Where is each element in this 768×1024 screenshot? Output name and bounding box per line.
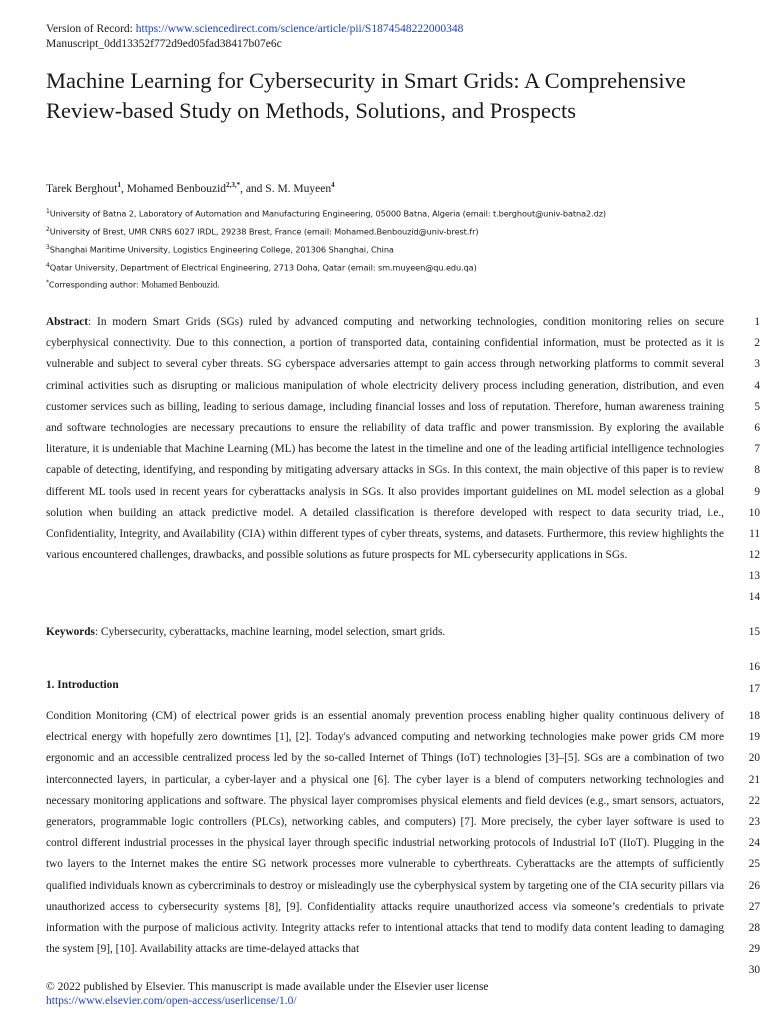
affiliation-line: [46, 206, 606, 220]
author-affiliation-marker: 1: [117, 181, 121, 189]
abstract-text: : In modern Smart Grids (SGs) ruled by advanced computing and networking technologies, condition monitoring relies on secure cyberphysical connectivity. Due to this connection, a portion of transported data, containing confidential information, must be protected as it is vulnerable and subject to several cyber threats. SG cyberspace adversaries attempt to gain access through networking platforms to commit several criminal activities such as disrupting or malicious manipulation of whole electricity delivery process including generation, distribution, and even customer services such as billing, leading to serious damage, including financial losses and loss of reputation. Therefore, human awareness training and software technologies are necessary precautions to ensure the reliability of data traffic and power transmission. By exploring the available literature, it is undeniable that Machine Learning (ML) has become the latest in the timeline and one of the leading artificial intelligence technologies capable of detecting, identifying, and responding by mitigating adversary attacks in SGs. In this context, the main objective of this paper is to review different ML tools used in recent years for cyberattacks analysis in SGs. It also provides important guidelines on ML model selection as a global solution when building an attack predictive model. A detailed classification is therefore developed with respect to data security triad, i.e., Confidentiality, Integrity, and Availability (CIA) within different types of cyber threats, systems, and datasets. Furthermore, this review highlights the various encountered challenges, drawbacks, and possible solutions as future prospects for ML cybersecurity applications in SGs.: [46, 316, 724, 562]
line-number: 1: [754, 316, 760, 328]
line-number: 24: [748, 837, 760, 850]
affiliation-text: University of Batna 2, Laboratory of Automation and Manufacturing Engineering, 05000 Batna, Algeria (email: t.berghout@univ-batna2.dz): [49, 208, 607, 219]
line-number: 26: [748, 879, 760, 892]
affiliation-text: Qatar University, Department of Electrical Engineering, 2713 Doha, Qatar (email: sm.muyeen@qu.edu.qa): [49, 262, 477, 273]
line-number: 10: [748, 506, 760, 519]
affiliation-marker: 1: [46, 208, 50, 215]
section-heading: 1. Introduction: [46, 679, 119, 691]
introduction-line-numbers: [730, 706, 760, 981]
line-number: 4: [754, 379, 760, 392]
keywords-paragraph: [46, 622, 724, 643]
line-number: 2: [754, 337, 760, 350]
line-number: 11: [749, 527, 760, 540]
corresponding-label: Corresponding author:: [48, 279, 142, 290]
author-affiliation-marker: 4: [331, 181, 335, 189]
line-number: 16: [748, 661, 760, 674]
line-number: 27: [748, 900, 760, 913]
line-number: 22: [748, 794, 760, 807]
corresponding-author-line: [46, 277, 219, 291]
abstract-label: Abstract: [46, 316, 89, 328]
corresponding-marker: *: [46, 279, 49, 286]
author-separator: ,: [120, 182, 127, 195]
affiliation-text: University of Brest, UMR CNRS 6027 IRDL, 29238 Brest, France (email: Mohamed.Benbouzid@univ-brest.fr): [49, 226, 479, 237]
affiliation-marker: 2: [46, 226, 50, 233]
author-affiliation-marker: 2,3,*: [226, 181, 241, 189]
line-number: 21: [748, 773, 760, 786]
introduction-paragraph: Condition Monitoring (CM) of electrical power grids is an essential anomaly prevention process enabling higher quality continuous delivery of electrical energy with hopefully zero downtimes [1], [2]. Today's advanced computing and networking technologies make power grids CM more ergonomic and an accessible centralized process led by the so-called Internet of Things (IoT) technologies [3]–[5]. SGs are a combination of two interconnected layers, in particular, a cyber-layer and a physical one [6]. The cyber layer is a blend of computers networking technologies and necessary monitoring applications and software. The physical layer compromises physical elements and field devices (e.g., smart sensors, actuators, generators, programmable logic controllers (PLCs), networking cables, and computers) [7]. More precisely, the cyber layer software is used to control different industrial processes in the physical layer through specific industrial networking protocols of Industrial IoT (IIoT). Plugging in the two layers to the Internet makes the entire SG network processes more vulnerable to cyberthreats. Cyberattacks are the attempts of sufficiently qualified individuals known as cybercriminals to destroy or misleadingly use the cyberphysical system by targeting one of the CIA security pillars via unauthorized access to cybersecurity systems [8], [9]. Confidentiality attacks require unauthorized access via someone’s credentials to private information with the purpose of malicious activity. Integrity attacks refer to intentional attacks that tend to modify data content leading to damaging the system [9], [10]. Availability attacks are time-delayed attacks that: [46, 710, 724, 956]
line-number: 17: [748, 683, 760, 695]
keywords-label: Keywords: [46, 626, 95, 638]
line-number-spacer: [730, 643, 760, 657]
paper-title: Machine Learning for Cybersecurity in Smart Grids: A Comprehensive Review-based Study on Methods, Solutions, and Prospects: [46, 68, 686, 123]
author-separator: , and: [240, 182, 266, 195]
line-number: 3: [754, 358, 760, 371]
line-number: 5: [754, 400, 760, 413]
affiliation-text: Shanghai Maritime University, Logistics Engineering College, 201306 Shanghai, China: [49, 244, 394, 255]
affiliation-line: [46, 260, 477, 274]
line-number: 13: [748, 570, 760, 583]
line-number: 29: [748, 943, 760, 956]
line-number: 23: [748, 815, 760, 828]
line-number: 14: [748, 591, 760, 604]
line-number: 15: [748, 626, 760, 638]
version-of-record-link[interactable]: https://www.sciencedirect.com/science/article/pii/S1874548222000348: [135, 23, 464, 35]
license-link[interactable]: https://www.elsevier.com/open-access/userlicense/1.0/: [46, 995, 297, 1007]
line-number: 25: [748, 858, 760, 871]
abstract-paragraph: [46, 312, 724, 566]
line-number: 7: [754, 443, 760, 456]
line-number: 9: [754, 485, 760, 498]
line-number: 18: [748, 710, 760, 722]
author-name: Tarek Berghout: [46, 182, 118, 195]
author-list: [46, 177, 335, 197]
abstract-line-numbers: [730, 312, 760, 609]
version-of-record-line: [46, 22, 463, 36]
line-number: 20: [748, 752, 760, 765]
corresponding-name: Mohamed Benbouzid.: [141, 279, 220, 290]
keywords-line-numbers: [730, 622, 760, 678]
author-name: Mohamed Benbouzid: [126, 182, 227, 195]
affiliation-marker: 4: [46, 262, 50, 269]
line-number: 12: [748, 549, 760, 562]
affiliation-line: [46, 224, 478, 238]
line-number: 28: [748, 921, 760, 934]
line-number: 30: [748, 964, 760, 977]
affiliation-marker: 3: [46, 244, 50, 251]
affiliation-line: [46, 242, 394, 256]
keywords-text: : Cybersecurity, cyberattacks, machine learning, model selection, smart grids.: [94, 626, 446, 638]
heading-line-number: [730, 679, 760, 700]
license-link-line: [46, 994, 297, 1008]
copyright-notice: © 2022 published by Elsevier. This manuscript is made available under the Elsevier user license: [46, 981, 489, 993]
line-number: 8: [754, 464, 760, 477]
line-number: 19: [748, 731, 760, 744]
author-name: S. M. Muyeen: [265, 182, 332, 195]
line-number: 6: [754, 421, 760, 434]
version-label: Version of Record:: [46, 23, 136, 35]
manuscript-id: Manuscript_0dd13352f772d9ed05fad38417b07e6c: [46, 38, 282, 50]
